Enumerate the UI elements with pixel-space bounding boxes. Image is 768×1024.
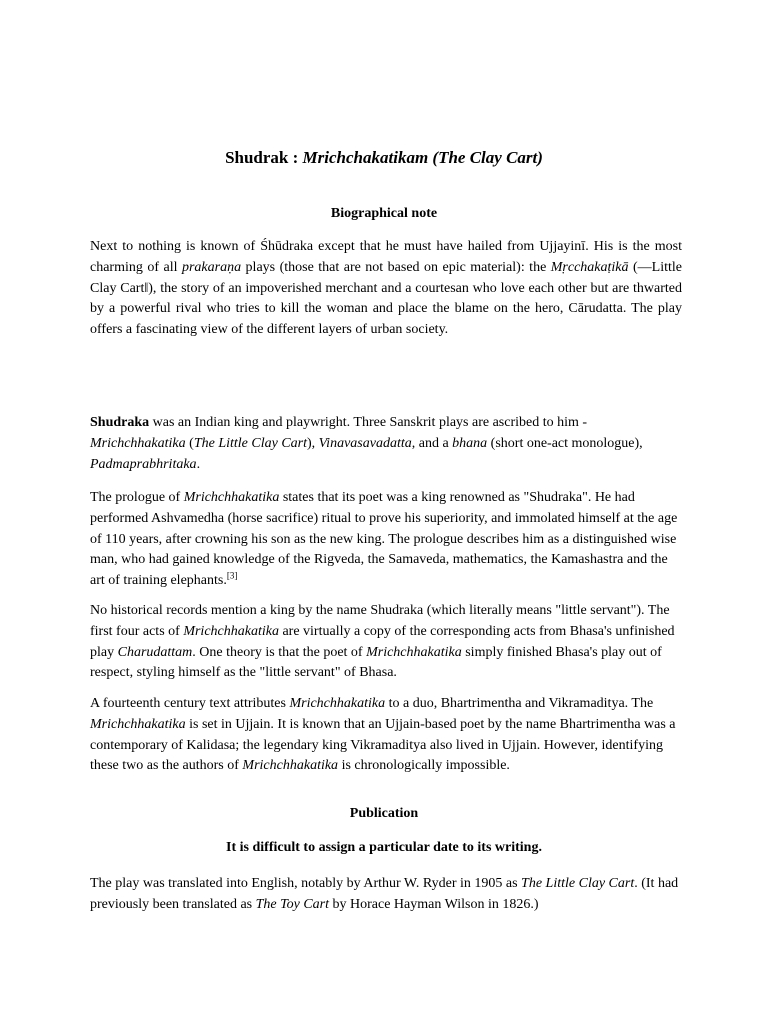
text-run: by Horace Hayman Wilson in 1826.) (329, 896, 539, 912)
paragraph-shudraka-intro (90, 413, 682, 475)
text-run: . (It had previously been translated as (90, 876, 679, 912)
document-title (0, 148, 768, 168)
italic-run: Mrichchhakatika (90, 716, 186, 732)
title-prefix: Shudrak : (225, 148, 303, 167)
italic-run: Mrichchhakatika (366, 644, 462, 660)
text-run: A fourteenth century text attributes (90, 696, 290, 711)
text-run: ), (307, 435, 319, 451)
text-run: are virtually a copy of the corresponding acts from Bhasa's unfinished play (90, 623, 675, 660)
text-run: to a duo, Bhartrimentha and Vikramaditya. The (385, 696, 654, 711)
italic-run: Vinavasavadatta (318, 435, 412, 451)
text-run: plays (those that are not based on epic material): the (241, 259, 551, 275)
text-run: simply finished Bhasa's play out of respect, styling himself as the "little servant" of Bhasa. (90, 644, 662, 681)
italic-run: Mrichchhakatika (242, 758, 339, 774)
biographical-paragraph (90, 237, 682, 341)
paragraph-fourteenth-century (90, 694, 682, 777)
text-run: The play was translated into English, notably by Arthur W. Ryder in 1905 as (90, 876, 522, 891)
text-run: is set in Ujjain. It is known that an Ujjain-based poet by the name Bhartrimentha was a contemporary of Kalidasa; the legendary king Vikramaditya also lived in Ujjain. However, identifying these two as the authors of (90, 716, 676, 774)
section-heading-date: It is difficult to assign a particular date to its writing. (226, 840, 542, 855)
text-run: (short one-act monologue), (487, 435, 643, 451)
bold-run: Shudraka (90, 415, 150, 430)
citation-superscript: [3] (226, 570, 238, 581)
italic-run: Mrichchhakatika (183, 490, 280, 505)
italic-run: Mrichchhakatika (289, 696, 386, 711)
text-run: (—Little Clay Cart‖), the story of an impoverished merchant and a courtesan who love each other but are thwarted by a powerful rival who tries to kill the woman and place the blame on the hero, Cārudatta. The play offers a fascinating view of the different layers of urban society. (90, 259, 682, 338)
paragraph-prologue (90, 488, 682, 592)
title-italic: Mrichchakatikam (The Clay Cart) (302, 148, 543, 167)
section-heading-biographical: Biographical note (330, 206, 438, 221)
italic-run: The Toy Cart (255, 896, 330, 912)
text-run: . One theory is that the poet of (192, 644, 367, 660)
text-run: No historical records mention a king by the name Shudraka (which literally means "little servant"). The first four acts of (90, 603, 670, 639)
text-run: The prologue of (90, 490, 184, 505)
text-run: , and a (411, 435, 453, 451)
italic-run: bhana (452, 435, 488, 451)
text-run: ( (185, 435, 194, 451)
text-run: was an Indian king and playwright. Three Sanskrit plays are ascribed to him - (149, 415, 588, 430)
italic-run: Mrichchhakatika (90, 435, 186, 451)
italic-run: Charudattam (117, 644, 193, 660)
text-run: . (196, 456, 201, 472)
italic-run: prakaraṇa (181, 259, 242, 275)
italic-run: The Little Clay Cart (193, 435, 307, 451)
text-run: Next to nothing is known of Śhūdraka except that he must have hailed from Ujjayinī. His is the most charming of all (90, 239, 682, 275)
paragraph-historical-records (90, 601, 682, 684)
italic-run: Mṛcchakaṭikā (550, 259, 629, 275)
italic-run: The Little Clay Cart (521, 876, 635, 891)
paragraph-translation (90, 874, 682, 916)
section-heading-publication: Publication (349, 806, 419, 821)
text-run: states that its poet was a king renowned as "Shudraka". He had performed Ashvamedha (horse sacrifice) ritual to prove his superiority, and immolated himself at the age of 110 years, after crowning his son as the new king. The prologue describes him as a distinguished wise man, who had gained knowledge of the Rigveda, the Samaveda, mathematics, the Kamashastra and the art of training elephants. (90, 490, 678, 589)
text-run: is chronologically impossible. (338, 758, 510, 774)
italic-run: Mrichchhakatika (183, 623, 279, 639)
italic-run: Padmaprabhritaka (90, 456, 197, 472)
